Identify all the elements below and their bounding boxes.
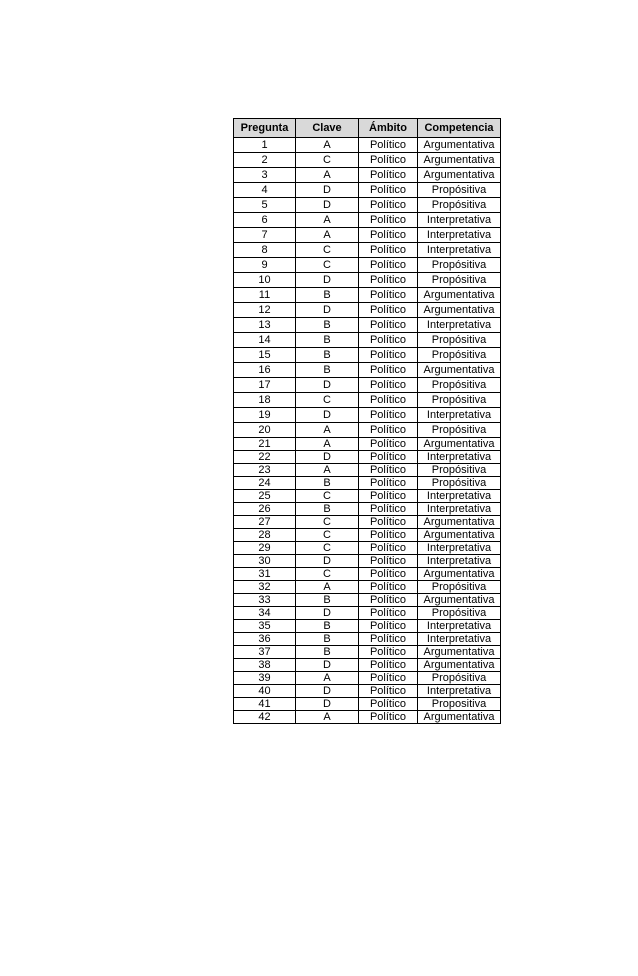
clave-cell: B [296,594,359,607]
pregunta-cell: 9 [234,258,296,273]
pregunta-cell: 28 [234,529,296,542]
ambito-cell: Político [359,228,418,243]
clave-cell: C [296,490,359,503]
clave-cell: C [296,568,359,581]
competencia-cell: Propósitiva [418,581,501,594]
clave-cell: B [296,333,359,348]
clave-cell: C [296,258,359,273]
table-row [234,646,501,659]
clave-cell: B [296,363,359,378]
pregunta-cell: 3 [234,168,296,183]
clave-cell: B [296,477,359,490]
competencia-cell: Argumentativa [418,516,501,529]
ambito-cell: Político [359,568,418,581]
competencia-cell: Argumentativa [418,138,501,153]
ambito-cell: Político [359,408,418,423]
pregunta-cell: 26 [234,503,296,516]
ambito-cell: Político [359,258,418,273]
ambito-cell: Político [359,273,418,288]
competencia-cell: Propositiva [418,698,501,711]
ambito-cell: Político [359,685,418,698]
pregunta-cell: 30 [234,555,296,568]
ambito-cell: Político [359,423,418,438]
table-row [234,464,501,477]
table-row [234,451,501,464]
ambito-cell: Político [359,333,418,348]
table-row [234,438,501,451]
pregunta-cell: 5 [234,198,296,213]
table-row [234,685,501,698]
clave-cell: A [296,711,359,724]
clave-cell: C [296,542,359,555]
clave-cell: A [296,138,359,153]
ambito-cell: Político [359,620,418,633]
ambito-cell: Político [359,490,418,503]
pregunta-cell: 10 [234,273,296,288]
competencia-cell: Argumentativa [418,594,501,607]
table-row [234,423,501,438]
header-competencia: Competencia [418,119,501,138]
ambito-cell: Político [359,672,418,685]
pregunta-cell: 14 [234,333,296,348]
clave-cell: B [296,503,359,516]
table-row [234,555,501,568]
competencia-cell: Propósitiva [418,198,501,213]
table-row [234,477,501,490]
pregunta-cell: 25 [234,490,296,503]
competencia-cell: Interpretativa [418,685,501,698]
pregunta-cell: 2 [234,153,296,168]
clave-cell: D [296,685,359,698]
pregunta-cell: 39 [234,672,296,685]
pregunta-cell: 34 [234,607,296,620]
clave-cell: C [296,243,359,258]
clave-cell: A [296,168,359,183]
table-row [234,333,501,348]
ambito-cell: Político [359,516,418,529]
table-row [234,228,501,243]
ambito-cell: Político [359,633,418,646]
ambito-cell: Político [359,503,418,516]
table-row [234,243,501,258]
competencia-cell: Argumentativa [418,568,501,581]
competencia-cell: Interpretativa [418,490,501,503]
clave-cell: D [296,659,359,672]
clave-cell: D [296,198,359,213]
header-ambito: Ámbito [359,119,418,138]
table-row [234,529,501,542]
ambito-cell: Político [359,607,418,620]
ambito-cell: Político [359,529,418,542]
ambito-cell: Político [359,581,418,594]
pregunta-cell: 8 [234,243,296,258]
table-row [234,516,501,529]
clave-cell: A [296,438,359,451]
ambito-cell: Político [359,213,418,228]
pregunta-cell: 33 [234,594,296,607]
table-row [234,303,501,318]
pregunta-cell: 18 [234,393,296,408]
clave-cell: D [296,183,359,198]
clave-cell: B [296,348,359,363]
competencia-cell: Argumentativa [418,529,501,542]
table-row [234,318,501,333]
clave-cell: A [296,581,359,594]
table-row [234,594,501,607]
ambito-cell: Político [359,183,418,198]
competencia-cell: Propósitiva [418,464,501,477]
clave-cell: D [296,408,359,423]
competencia-cell: Argumentativa [418,646,501,659]
ambito-cell: Político [359,378,418,393]
ambito-cell: Político [359,464,418,477]
competencia-cell: Interpretativa [418,555,501,568]
ambito-cell: Político [359,138,418,153]
competencia-cell: Interpretativa [418,408,501,423]
table-row [234,711,501,724]
pregunta-cell: 23 [234,464,296,477]
table-row [234,168,501,183]
ambito-cell: Político [359,243,418,258]
ambito-cell: Político [359,153,418,168]
clave-cell: D [296,303,359,318]
ambito-cell: Político [359,438,418,451]
table-row [234,198,501,213]
table-row [234,568,501,581]
competencia-cell: Interpretativa [418,542,501,555]
competencia-cell: Interpretativa [418,451,501,464]
clave-cell: B [296,318,359,333]
pregunta-cell: 21 [234,438,296,451]
answer-key-table [233,118,501,724]
table-row [234,348,501,363]
table-row [234,378,501,393]
clave-cell: D [296,555,359,568]
competencia-cell: Argumentativa [418,168,501,183]
table-row [234,698,501,711]
pregunta-cell: 15 [234,348,296,363]
competencia-cell: Propósitiva [418,273,501,288]
pregunta-cell: 42 [234,711,296,724]
table-row [234,490,501,503]
competencia-cell: Argumentativa [418,153,501,168]
clave-cell: D [296,698,359,711]
pregunta-cell: 1 [234,138,296,153]
ambito-cell: Político [359,168,418,183]
table-row [234,138,501,153]
competencia-cell: Propósitiva [418,393,501,408]
ambito-cell: Político [359,594,418,607]
pregunta-cell: 6 [234,213,296,228]
ambito-cell: Político [359,646,418,659]
pregunta-cell: 4 [234,183,296,198]
ambito-cell: Político [359,555,418,568]
pregunta-cell: 31 [234,568,296,581]
table-row [234,183,501,198]
competencia-cell: Interpretativa [418,620,501,633]
competencia-cell: Propósitiva [418,183,501,198]
table-row [234,408,501,423]
table-header-row [234,119,501,138]
table-row [234,213,501,228]
table-row [234,273,501,288]
competencia-cell: Argumentativa [418,303,501,318]
ambito-cell: Político [359,348,418,363]
competencia-cell: Propósitiva [418,378,501,393]
clave-cell: B [296,646,359,659]
clave-cell: C [296,529,359,542]
ambito-cell: Político [359,698,418,711]
clave-cell: A [296,213,359,228]
pregunta-cell: 37 [234,646,296,659]
ambito-cell: Político [359,288,418,303]
pregunta-cell: 13 [234,318,296,333]
table-row [234,620,501,633]
competencia-cell: Argumentativa [418,438,501,451]
pregunta-cell: 29 [234,542,296,555]
table-row [234,659,501,672]
ambito-cell: Político [359,318,418,333]
competencia-cell: Argumentativa [418,363,501,378]
ambito-cell: Político [359,542,418,555]
table-row [234,607,501,620]
ambito-cell: Político [359,477,418,490]
pregunta-cell: 7 [234,228,296,243]
ambito-cell: Político [359,393,418,408]
clave-cell: A [296,228,359,243]
pregunta-cell: 16 [234,363,296,378]
ambito-cell: Político [359,451,418,464]
pregunta-cell: 11 [234,288,296,303]
clave-cell: C [296,153,359,168]
table-row [234,153,501,168]
clave-cell: D [296,273,359,288]
ambito-cell: Político [359,659,418,672]
competencia-cell: Argumentativa [418,659,501,672]
table-row [234,503,501,516]
competencia-cell: Interpretativa [418,228,501,243]
pregunta-cell: 17 [234,378,296,393]
pregunta-cell: 22 [234,451,296,464]
clave-cell: B [296,620,359,633]
clave-cell: C [296,393,359,408]
pregunta-cell: 27 [234,516,296,529]
table-body [234,138,501,724]
table-row [234,288,501,303]
clave-cell: C [296,516,359,529]
table-row [234,258,501,273]
competencia-cell: Argumentativa [418,711,501,724]
header-clave: Clave [296,119,359,138]
competencia-cell: Argumentativa [418,288,501,303]
pregunta-cell: 36 [234,633,296,646]
pregunta-cell: 32 [234,581,296,594]
competencia-cell: Interpretativa [418,318,501,333]
pregunta-cell: 40 [234,685,296,698]
ambito-cell: Político [359,303,418,318]
pregunta-cell: 38 [234,659,296,672]
competencia-cell: Interpretativa [418,633,501,646]
clave-cell: D [296,378,359,393]
table-row [234,672,501,685]
competencia-cell: Interpretativa [418,243,501,258]
table-row [234,542,501,555]
clave-cell: A [296,672,359,685]
competencia-cell: Interpretativa [418,503,501,516]
table-row [234,393,501,408]
ambito-cell: Político [359,363,418,378]
clave-cell: D [296,607,359,620]
table-row [234,581,501,594]
competencia-cell: Propósitiva [418,333,501,348]
competencia-cell: Propósitiva [418,423,501,438]
pregunta-cell: 35 [234,620,296,633]
competencia-cell: Interpretativa [418,213,501,228]
competencia-cell: Propósitiva [418,607,501,620]
ambito-cell: Político [359,711,418,724]
competencia-cell: Propósitiva [418,477,501,490]
clave-cell: B [296,288,359,303]
ambito-cell: Político [359,198,418,213]
clave-cell: D [296,451,359,464]
pregunta-cell: 24 [234,477,296,490]
pregunta-cell: 12 [234,303,296,318]
header-pregunta: Pregunta [234,119,296,138]
pregunta-cell: 20 [234,423,296,438]
competencia-cell: Propósitiva [418,348,501,363]
competencia-cell: Propósitiva [418,672,501,685]
clave-cell: A [296,423,359,438]
table-row [234,363,501,378]
pregunta-cell: 41 [234,698,296,711]
table-row [234,633,501,646]
pregunta-cell: 19 [234,408,296,423]
competencia-cell: Propósitiva [418,258,501,273]
clave-cell: A [296,464,359,477]
clave-cell: B [296,633,359,646]
